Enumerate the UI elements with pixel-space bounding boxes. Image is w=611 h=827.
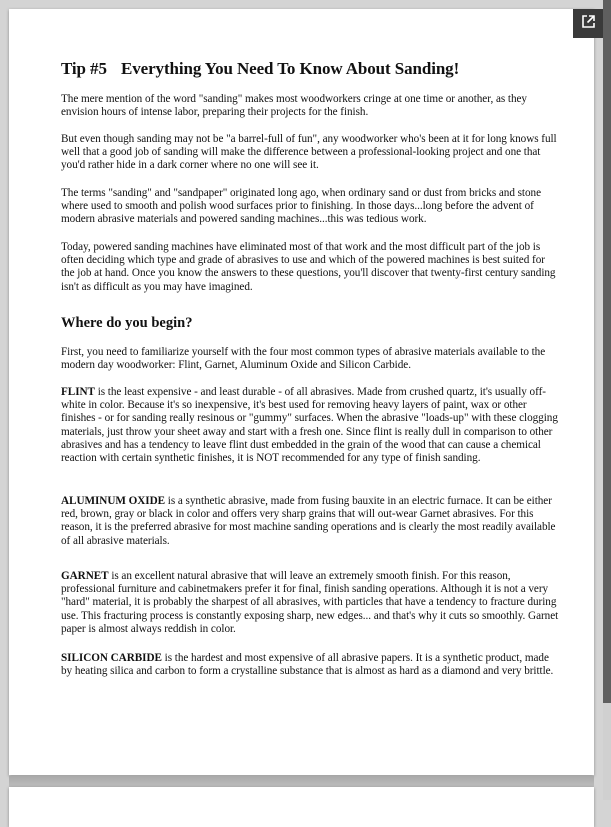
abrasive-name: GARNET: [61, 570, 109, 582]
abrasive-name: SILICON CARBIDE: [61, 652, 162, 664]
abrasive-flint: [61, 386, 561, 465]
abrasive-description: is a synthetic abrasive, made from fusing bauxite in an electric furnace. It can be either red, brown, gray or black in color and offers very sharp grains that will out-wear Garnet abrasives. For this reason, it is the preferred abrasive for most machine sanding operations and is clearly the most readily available of all abrasive materials.: [61, 495, 556, 547]
abrasive-silicon-carbide: [61, 652, 561, 678]
abrasive-garnet: [61, 570, 561, 636]
open-in-new-window-icon: [581, 14, 596, 34]
abrasive-name: ALUMINUM OXIDE: [61, 495, 166, 507]
paragraph-4: Today, powered sanding machines have eliminated most of that work and the most difficult part of the job is often deciding which type and grade of abrasives to use and which of the powered machines is best suited for the job at hand. Once you know the answers to these questions, you'll discover that twenty-first century sanding isn't as difficult as you may have imagined.: [61, 241, 556, 293]
section-heading: Where do you begin?: [61, 315, 193, 331]
paragraph-3: The terms "sanding" and "sandpaper" originated long ago, when ordinary sand or dust from bricks and stone where used to smooth and polish wood surfaces prior to finishing. In those days...long before the advent of modern abrasive materials and powered sanding machines...this was tedious work.: [61, 187, 541, 226]
abrasive-description: is an excellent natural abrasive that will leave an extremely smooth finish. For this reason, professional furniture and cabinetmakers prefer it for final, finish sanding operations. Although it is not a very "hard" material, it is probably the sharpest of all abrasives, with particles that have a tendency to fracture during use. This fracturing process is constantly exposing sharp, new edges... and that's why it cuts so smoothly. Garnet paper is almost always reddish in color.: [61, 570, 559, 635]
intro-paragraph: First, you need to familiarize yourself with the four most common types of abrasive materials available to the modern day woodworker: Flint, Garnet, Aluminum Oxide and Silicon Carbide.: [61, 346, 546, 372]
abrasive-description: is the least expensive - and least durable - of all abrasives. Made from crushed quartz, it's usually off-white in color. Because it's so inexpensive, it's best used for removing heavy layers of paint, wax or other finishes - or for sanding really resinous or "gummy" surfaces. When the abrasive "loads-up" with these clogging materials, just throw your sheet away and start with a fresh one. Since flint is really dull in comparison to other abrasives and has a tendency to leave flint dust embedded in the grain of the wood that can cause a chemical reaction with certain synthetic finishes, it is NOT recommended for any type of finish sanding.: [61, 386, 558, 465]
popout-button[interactable]: [573, 9, 603, 38]
page-separator: [9, 776, 594, 787]
paragraph-1: The mere mention of the word "sanding" makes most woodworkers cringe at one time or another, as they envision hours of intense labor, preparing their projects for the finish.: [61, 93, 527, 119]
scrollbar-thumb[interactable]: [603, 0, 611, 703]
vertical-scrollbar[interactable]: [603, 0, 611, 800]
abrasive-name: FLINT: [61, 386, 95, 398]
title-text: Everything You Need To Know About Sanding!: [121, 59, 460, 78]
abrasive-description: is the hardest and most expensive of all abrasive papers. It is a synthetic product, made by heating silica and carbon to form a crystalline substance that is almost as hard as a diamond and very brittle.: [61, 652, 554, 678]
document-title: [61, 59, 459, 79]
paragraph-2: But even though sanding may not be "a barrel-full of fun", any woodworker who's been at it for long knows full well that a good job of sanding will make the difference between a professional-looking project and one that you'd rather hide in a dark corner where no one will see it.: [61, 133, 557, 172]
document-page-2: [9, 787, 594, 827]
tip-number: Tip #5: [61, 59, 107, 78]
abrasive-aluminum-oxide: [61, 495, 561, 548]
document-page-1: [9, 9, 594, 775]
